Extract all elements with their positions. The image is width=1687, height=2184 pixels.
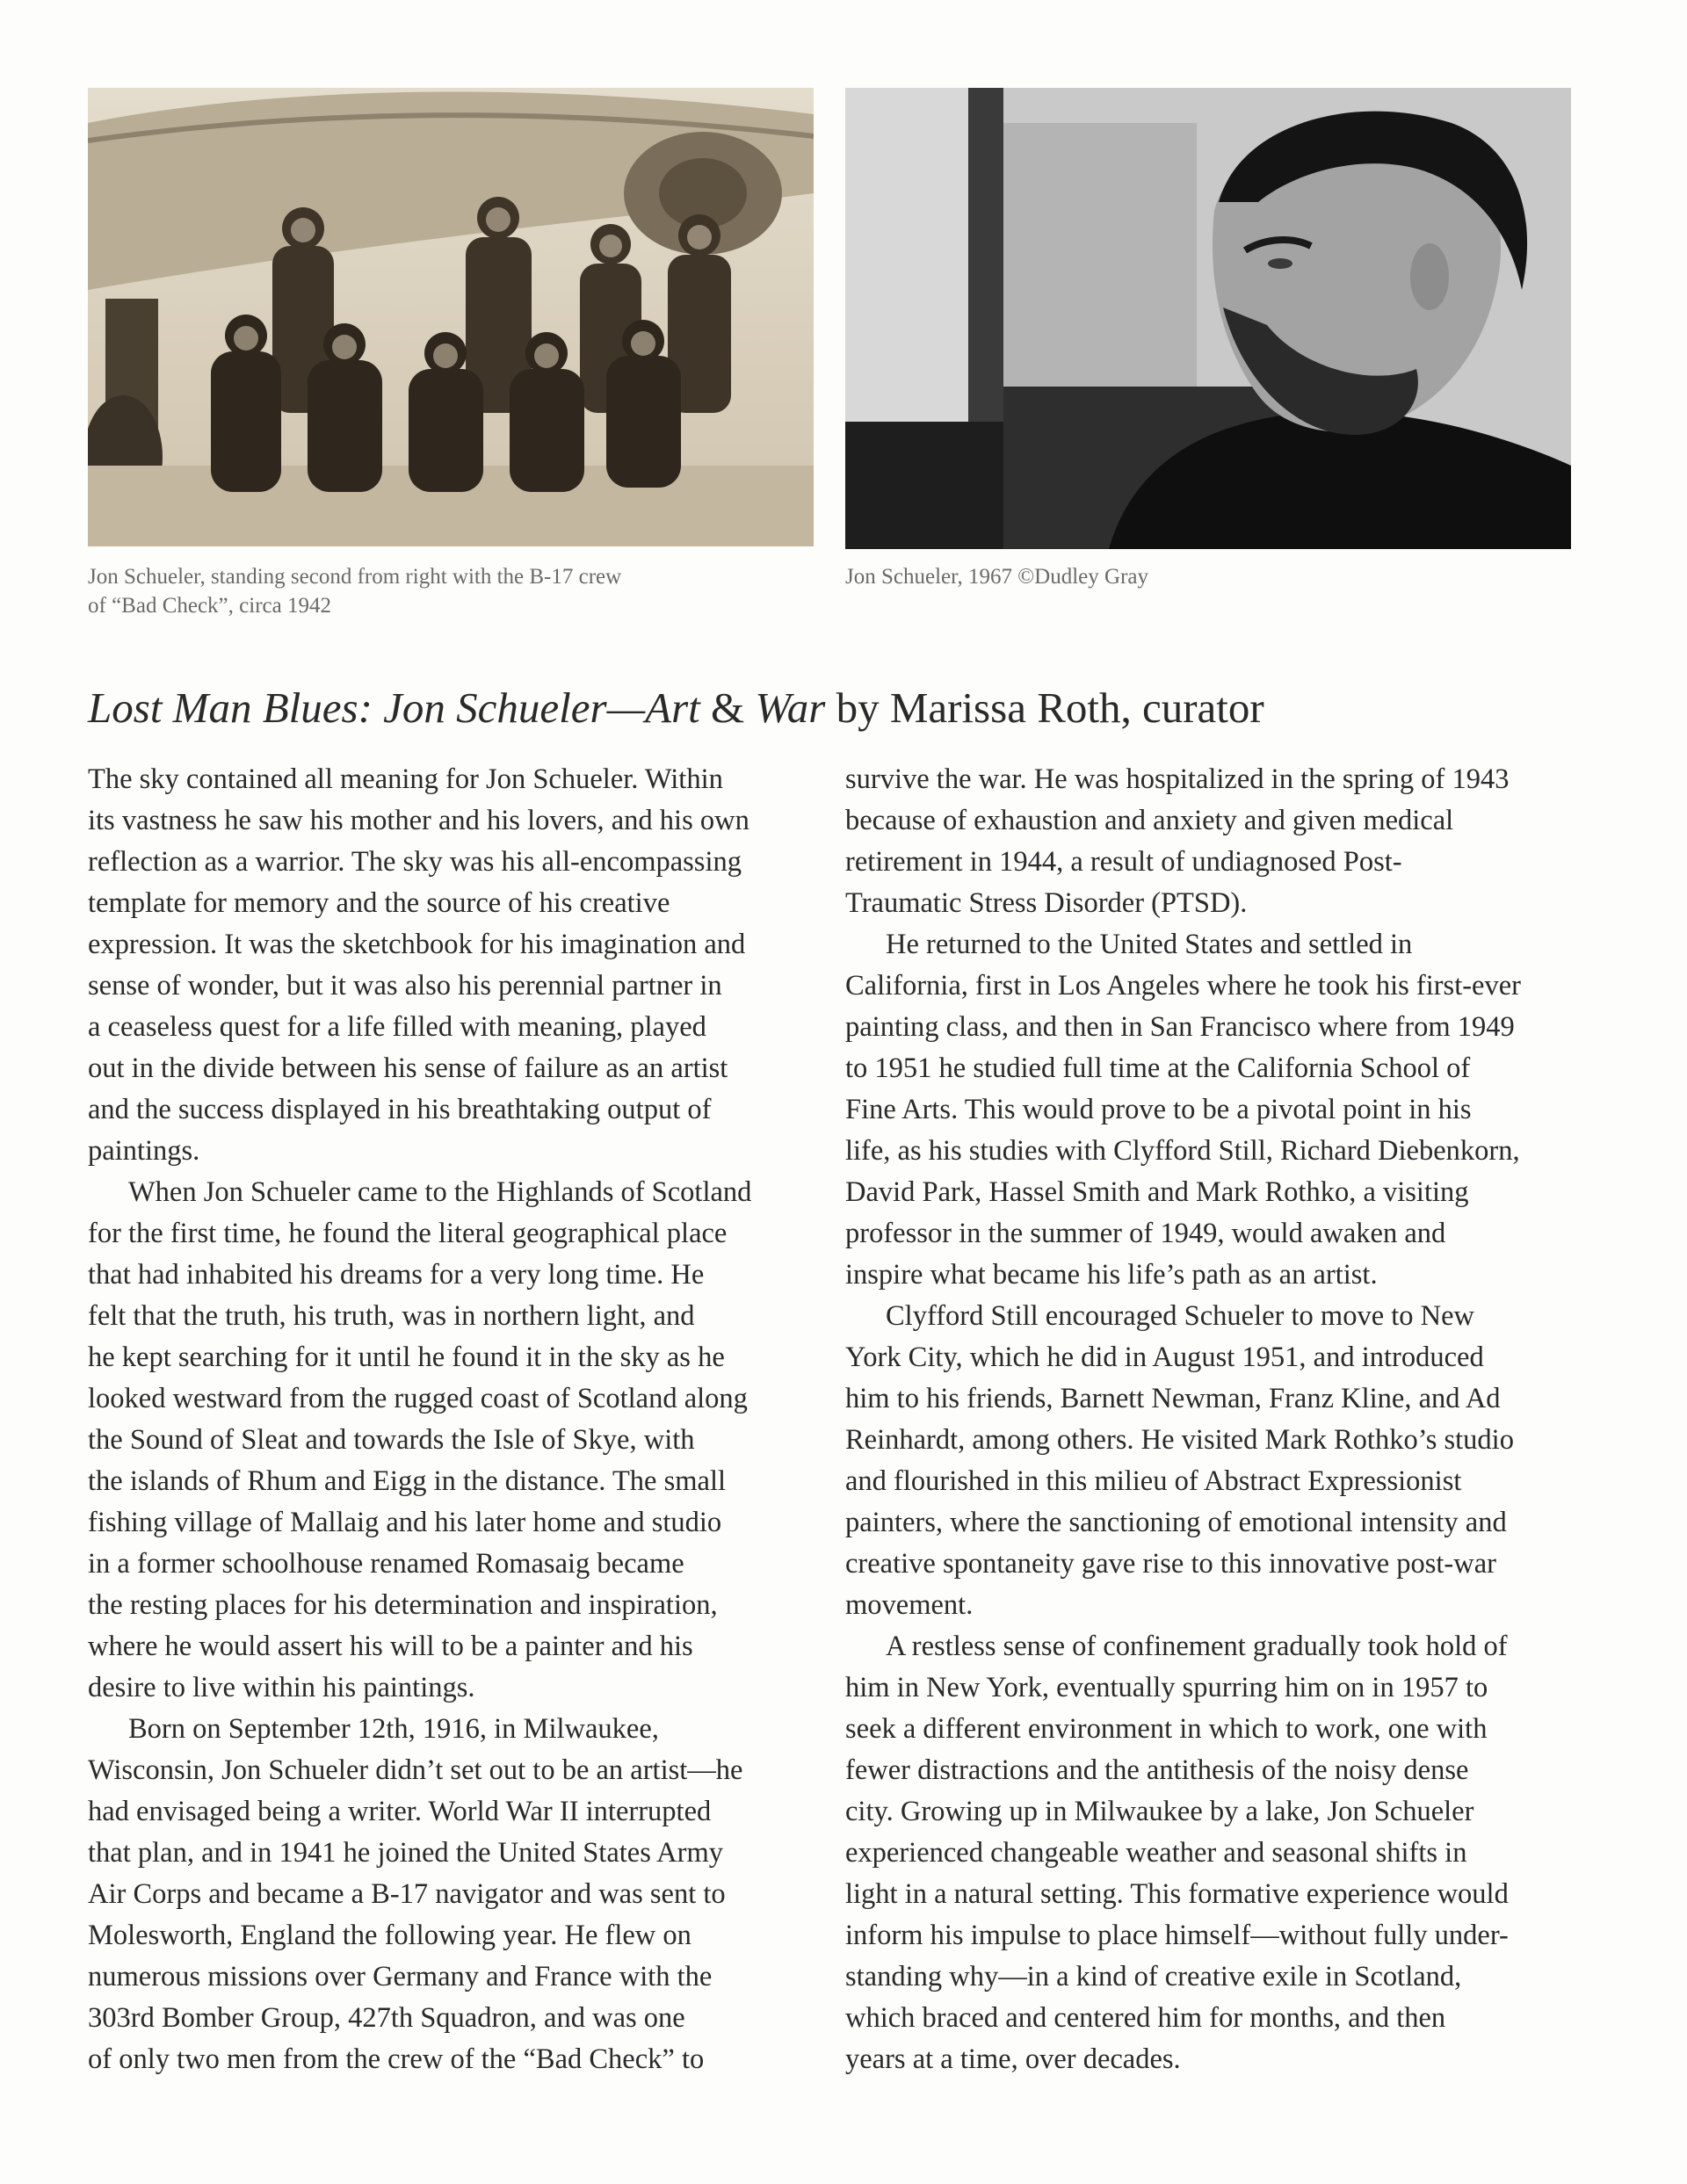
body-text-line: him in New York, eventually spurring him on in 1957 to (845, 1672, 1488, 1703)
portrait-photo-illustration (845, 88, 1571, 549)
body-text-line: A restless sense of confinement gradually took hold of (886, 1631, 1508, 1662)
body-text-line: professor in the summer of 1949, would awaken and (845, 1218, 1446, 1249)
portrait-photo-caption (845, 562, 1513, 591)
title-ampersand: & (699, 683, 756, 732)
article-title (88, 682, 1634, 734)
body-text-line: of only two men from the crew of the “Bad Check” to (88, 2043, 705, 2075)
portrait-photo (845, 88, 1571, 549)
body-text-line: looked westward from the rugged coast of Scotland along (88, 1383, 748, 1414)
title-italic: Lost Man Blues: Jon Schueler—Art (88, 683, 700, 732)
body-text-line: and flourished in this milieu of Abstract Expressionist (845, 1465, 1462, 1497)
crew-photo (88, 88, 814, 546)
body-text-line: Reinhardt, among others. He visited Mark Rothko’s studio (845, 1424, 1514, 1456)
body-text-line: Air Corps and became a B-17 navigator and was sent to (88, 1878, 726, 1910)
body-text-line: him to his friends, Barnett Newman, Franz Kline, and Ad (845, 1383, 1501, 1414)
body-text-line: Clyfford Still encouraged Schueler to move to New (886, 1300, 1475, 1332)
body-text-line: movement. (845, 1589, 974, 1621)
body-text-line: where he would assert his will to be a painter and his (88, 1631, 693, 1662)
body-text-line: city. Growing up in Milwaukee by a lake, Jon Schueler (845, 1796, 1474, 1827)
body-text-line: inform his impulse to place himself—without fully under- (845, 1920, 1509, 1951)
body-text-line: paintings. (88, 1135, 200, 1167)
body-text-line: years at a time, over decades. (845, 2043, 1181, 2075)
body-text-line: creative spontaneity gave rise to this innovative post-war (845, 1548, 1496, 1580)
crew-photo-caption (88, 562, 756, 620)
body-text-line: seek a different environment in which to work, one with (845, 1713, 1488, 1745)
body-text-line: Wisconsin, Jon Schueler didn’t set out to be an artist—he (88, 1754, 743, 1786)
body-text-line: He returned to the United States and settled in (886, 929, 1413, 960)
body-text-line: When Jon Schueler came to the Highlands of Scotland (128, 1176, 752, 1208)
body-text-line: a ceaseless quest for a life filled with meaning, played (88, 1011, 706, 1043)
body-text-line: because of exhaustion and anxiety and given medical (845, 805, 1454, 836)
body-text-line: which braced and centered him for months, and then (845, 2002, 1446, 2034)
body-text-line: that plan, and in 1941 he joined the United States Army (88, 1837, 723, 1869)
body-text-line: the islands of Rhum and Eigg in the distance. The small (88, 1465, 727, 1497)
body-text-line: retirement in 1944, a result of undiagnosed Post- (845, 846, 1402, 878)
body-text-line: desire to live within his paintings. (88, 1672, 475, 1703)
title-italic-war: War (755, 683, 826, 732)
body-text-line: York City, which he did in August 1951, and introduced (845, 1341, 1484, 1373)
body-text-line: inspire what became his life’s path as an artist. (845, 1259, 1378, 1291)
body-text-line: numerous missions over Germany and France with the (88, 1961, 713, 1992)
body-text-line: The sky contained all meaning for Jon Schueler. Within (88, 763, 723, 795)
body-text-line: 303rd Bomber Group, 427th Squadron, and was one (88, 2002, 685, 2034)
caption-line: Jon Schueler, standing second from right with the B-17 crew (88, 565, 622, 589)
body-text-line: experienced changeable weather and seasonal shifts in (845, 1837, 1467, 1869)
body-text-line: survive the war. He was hospitalized in the spring of 1943 (845, 763, 1510, 795)
body-text-line: he kept searching for it until he found it in the sky as he (88, 1341, 725, 1373)
body-text-line: Traumatic Stress Disorder (PTSD). (845, 887, 1248, 919)
left-column (88, 759, 808, 2080)
body-text-line: that had inhabited his dreams for a very long time. He (88, 1259, 705, 1291)
body-text-line: the resting places for his determination and inspiration, (88, 1589, 718, 1621)
body-text-line: fishing village of Mallaig and his later home and studio (88, 1507, 722, 1538)
body-text-line: to 1951 he studied full time at the California School of (845, 1052, 1471, 1084)
body-text-line: reflection as a warrior. The sky was his all-encompassing (88, 846, 742, 878)
body-text-line: life, as his studies with Clyfford Still, Richard Diebenkorn, (845, 1135, 1520, 1167)
body-text-line: light in a natural setting. This formative experience would (845, 1878, 1509, 1910)
caption-line: of “Bad Check”, circa 1942 (88, 594, 331, 618)
right-column (845, 759, 1566, 2080)
body-text-line: out in the divide between his sense of failure as an artist (88, 1052, 728, 1084)
body-text-line: fewer distractions and the antithesis of the noisy dense (845, 1754, 1469, 1786)
body-text-line: in a former schoolhouse renamed Romasaig became (88, 1548, 684, 1580)
body-text-line: its vastness he saw his mother and his lovers, and his own (88, 805, 749, 836)
caption-line: Jon Schueler, 1967 ©Dudley Gray (845, 565, 1149, 589)
body-text-line: expression. It was the sketchbook for his imagination and (88, 929, 746, 960)
body-text-line: sense of wonder, but it was also his perennial partner in (88, 970, 722, 1002)
body-text-line: David Park, Hassel Smith and Mark Rothko, a visiting (845, 1176, 1469, 1208)
body-text-line: painting class, and then in San Francisco where from 1949 (845, 1011, 1515, 1043)
title-byline: by Marissa Roth, curator (825, 683, 1264, 732)
body-text-line: and the success displayed in his breathtaking output of (88, 1094, 712, 1125)
body-text-line: standing why—in a kind of creative exile in Scotland, (845, 1961, 1462, 1992)
body-text-line: for the first time, he found the literal geographical place (88, 1218, 728, 1249)
body-text-line: Fine Arts. This would prove to be a pivotal point in his (845, 1094, 1472, 1125)
body-text-line: felt that the truth, his truth, was in northern light, and (88, 1300, 695, 1332)
body-text-line: painters, where the sanctioning of emotional intensity and (845, 1507, 1507, 1538)
body-text-line: template for memory and the source of his creative (88, 887, 670, 919)
body-text-line: California, first in Los Angeles where he took his first-ever (845, 970, 1521, 1002)
body-text-line: Born on September 12th, 1916, in Milwaukee, (128, 1713, 659, 1745)
body-text-line: the Sound of Sleat and towards the Isle of Skye, with (88, 1424, 695, 1456)
body-text-line: had envisaged being a writer. World War II interrupted (88, 1796, 712, 1827)
body-text-line: Molesworth, England the following year. He flew on (88, 1920, 691, 1951)
crew-photo-illustration (88, 88, 814, 546)
